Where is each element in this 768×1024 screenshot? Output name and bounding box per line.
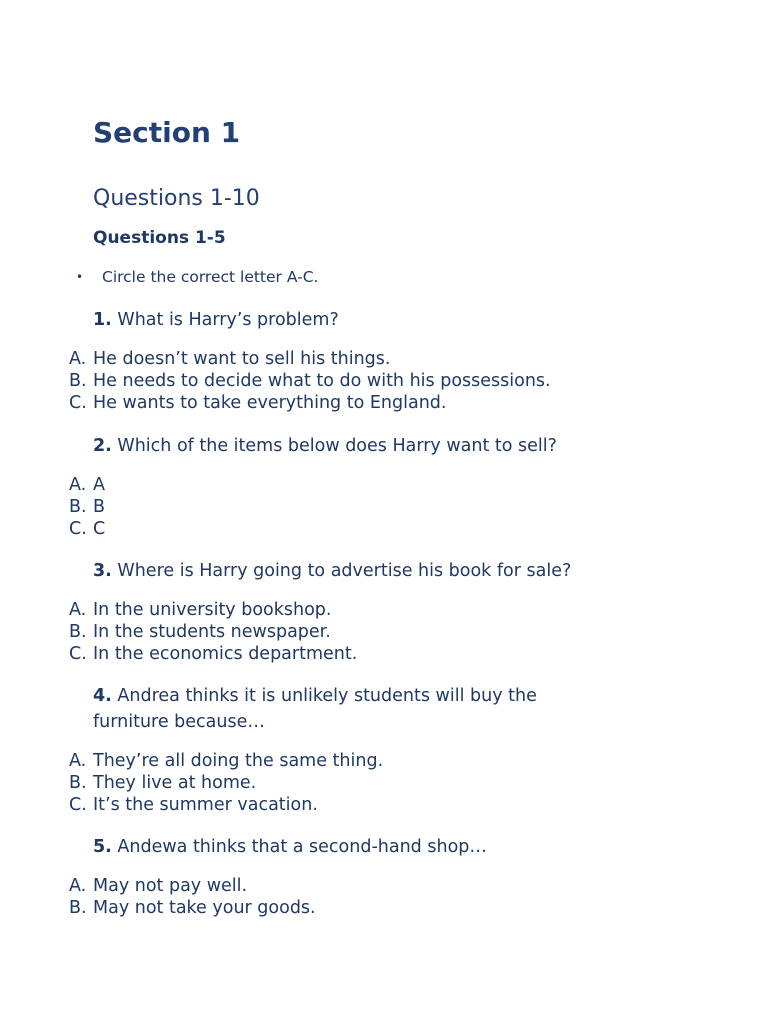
option-text: In the students newspaper. — [93, 622, 331, 642]
question-2 — [93, 433, 693, 459]
option-letter: A. — [69, 876, 87, 896]
question-number: 2. — [93, 436, 112, 456]
instruction-text: Circle the correct letter A-C. — [102, 268, 319, 286]
option-letter: C. — [69, 519, 87, 539]
question-text: What is Harry’s problem? — [117, 310, 339, 330]
option-a — [69, 599, 357, 621]
option-b — [69, 772, 383, 794]
option-b — [69, 496, 105, 518]
option-letter: B. — [69, 497, 87, 517]
option-c — [69, 794, 383, 816]
questions-range-heading: Questions 1-10 — [93, 186, 260, 211]
option-a — [69, 750, 383, 772]
bullet-icon: • — [76, 270, 84, 285]
question-3 — [93, 558, 693, 584]
option-a — [69, 348, 551, 370]
option-text: He needs to decide what to do with his possessions. — [93, 371, 551, 391]
question-4-options — [69, 750, 383, 816]
option-text: In the university bookshop. — [93, 600, 332, 620]
question-number: 3. — [93, 561, 112, 581]
instruction-bullet — [76, 268, 318, 287]
question-3-options — [69, 599, 357, 665]
option-b — [69, 370, 551, 392]
option-text: C — [93, 519, 106, 539]
question-1-options — [69, 348, 551, 414]
question-1 — [93, 307, 693, 333]
option-a — [69, 875, 316, 897]
option-letter: B. — [69, 773, 87, 793]
option-letter: A. — [69, 475, 87, 495]
option-letter: B. — [69, 898, 87, 918]
option-letter: A. — [69, 349, 87, 369]
option-b — [69, 621, 357, 643]
option-c — [69, 643, 357, 665]
question-text: Andewa thinks that a second-hand shop… — [117, 837, 487, 857]
questions-subheading: Questions 1-5 — [93, 228, 226, 248]
question-number: 4. — [93, 686, 112, 706]
option-text: It’s the summer vacation. — [93, 795, 318, 815]
question-5-options — [69, 875, 316, 919]
option-text: They live at home. — [93, 773, 257, 793]
question-5 — [93, 834, 693, 860]
option-letter: C. — [69, 644, 87, 664]
option-text: In the economics department. — [93, 644, 358, 664]
option-letter: C. — [69, 393, 87, 413]
option-b — [69, 897, 316, 919]
option-c — [69, 518, 105, 540]
option-text: He wants to take everything to England. — [93, 393, 447, 413]
option-letter: C. — [69, 795, 87, 815]
option-text: They’re all doing the same thing. — [93, 751, 384, 771]
option-letter: B. — [69, 371, 87, 391]
question-text: Where is Harry going to advertise his book for sale? — [117, 561, 572, 581]
option-text: B — [93, 497, 106, 517]
question-text: Andrea thinks it is unlikely students will buy the furniture because… — [93, 686, 537, 732]
section-title: Section 1 — [93, 116, 241, 149]
option-text: A — [93, 475, 105, 495]
question-number: 1. — [93, 310, 112, 330]
question-2-options — [69, 474, 105, 540]
option-text: May not pay well. — [93, 876, 248, 896]
option-letter: B. — [69, 622, 87, 642]
option-a — [69, 474, 105, 496]
option-text: May not take your goods. — [93, 898, 316, 918]
option-letter: A. — [69, 751, 87, 771]
question-text: Which of the items below does Harry want to sell? — [117, 436, 557, 456]
question-4 — [93, 683, 613, 735]
option-letter: A. — [69, 600, 87, 620]
option-c — [69, 392, 551, 414]
option-text: He doesn’t want to sell his things. — [93, 349, 391, 369]
question-number: 5. — [93, 837, 112, 857]
